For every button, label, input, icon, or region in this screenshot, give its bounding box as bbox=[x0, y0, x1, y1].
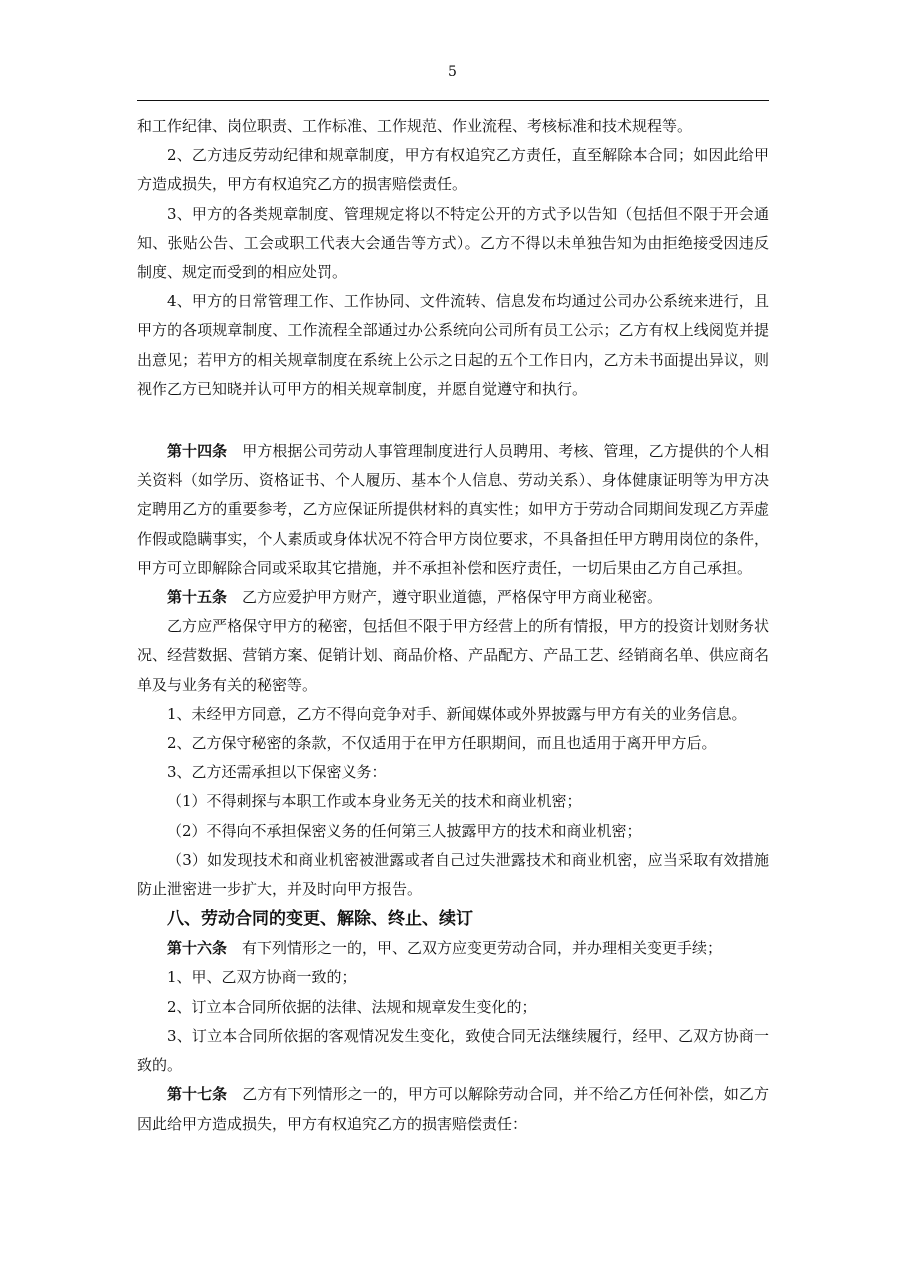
header-rule bbox=[137, 100, 769, 101]
paragraph: 2、订立本合同所依据的法律、法规和规章发生变化的； bbox=[167, 997, 537, 1016]
article-label: 第十六条 bbox=[167, 939, 228, 958]
article-label: 第十七条 bbox=[167, 1085, 228, 1104]
article-text: 乙方有下列情形之一的，甲方可以解除劳动合同，并不给乙方任何补偿，如乙方因此给甲方造成损失，甲方有权追究乙方的损害赔偿责任： bbox=[137, 1085, 769, 1133]
paragraph: 2、乙方违反劳动纪律和规章制度，甲方有权追究乙方责任，直至解除本合同；如因此给甲方造成损失，甲方有权追究乙方的损害赔偿责任。 bbox=[137, 146, 769, 194]
article-paragraph bbox=[137, 583, 769, 612]
paragraph: 4、甲方的日常管理工作、工作协同、文件流转、信息发布均通过公司办公系统来进行，且甲方的各项规章制度、工作流程全部通过办公系统向公司所有员工公示；乙方有权上线阅览并提出意见；若甲方的相关规章制度在系统上公示之日起的五个工作日内，乙方未书面提出异议，则视作乙方已知晓并认可甲方的相关规章制度，并愿自觉遵守和执行。 bbox=[137, 292, 769, 398]
paragraph: 和工作纪律、岗位职责、工作标准、工作规范、作业流程、考核标准和技术规程等。 bbox=[137, 117, 693, 135]
paragraph: 1、甲、乙双方协商一致的； bbox=[167, 968, 357, 987]
article-paragraph bbox=[137, 934, 769, 963]
section-heading: 八、劳动合同的变更、解除、终止、续订 bbox=[167, 909, 473, 930]
paragraph: 乙方应严格保守甲方的秘密，包括但不限于甲方经营上的所有情报，甲方的投资计划财务状况、经营数据、营销方案、促销计划、商品价格、产品配方、产品工艺、经销商名单、供应商名单及与业务有关的秘密等。 bbox=[137, 617, 769, 694]
article-label: 第十五条 bbox=[167, 588, 228, 607]
document-body bbox=[137, 112, 769, 1139]
paragraph: 1、未经甲方同意，乙方不得向竞争对手、新闻媒体或外界披露与甲方有关的业务信息。 bbox=[167, 704, 747, 723]
article-label: 第十四条 bbox=[167, 442, 228, 461]
article-text: 乙方应爱护甲方财产，遵守职业道德，严格保守甲方商业秘密。 bbox=[242, 588, 663, 607]
paragraph: （3）如发现技术和商业机密被泄露或者自己过失泄露技术和商业机密，应当采取有效措施防止泄密进一步扩大，并及时向甲方报告。 bbox=[137, 850, 769, 899]
article-text: 甲方根据公司劳动人事管理制度进行人员聘用、考核、管理，乙方提供的个人相关资料（如学历、资格证书、个人履历、基本个人信息、劳动关系）、身体健康证明等为甲方决定聘用乙方的重要参考，乙方应保证所提供材料的真实性；如甲方于劳动合同期间发现乙方弄虚作假或隐瞒事实，个人素质或身体状况不符合甲方岗位要求，不具备担任甲方聘用岗位的条件，甲方可立即解除合同或采取其它措施，并不承担补偿和医疗责任，一切后果由乙方自己承担。 bbox=[137, 442, 769, 577]
paragraph: （2）不得向不承担保密义务的任何第三人披露甲方的技术和商业机密； bbox=[167, 821, 642, 840]
paragraph: 3、乙方还需承担以下保密义务： bbox=[167, 763, 387, 782]
paragraph: 3、甲方的各类规章制度、管理规定将以不特定公开的方式予以告知（包括但不限于开会通知、张贴公告、工会或职工代表大会通告等方式）。乙方不得以未单独告知为由拒绝接受因违反制度、规定而受到的相应处罚。 bbox=[137, 204, 769, 282]
paragraph: 3、订立本合同所依据的客观情况发生变化，致使合同无法继续履行，经甲、乙双方协商一致的。 bbox=[137, 1026, 769, 1075]
page-number: 5 bbox=[448, 64, 457, 80]
article-text: 有下列情形之一的，甲、乙双方应变更劳动合同，并办理相关变更手续； bbox=[242, 939, 723, 958]
paragraph-gap bbox=[137, 404, 769, 437]
article-paragraph bbox=[137, 1080, 769, 1138]
paragraph: （1）不得刺探与本职工作或本身业务无关的技术和商业机密； bbox=[167, 792, 582, 811]
paragraph: 2、乙方保守秘密的条款，不仅适用于在甲方任职期间，而且也适用于离开甲方后。 bbox=[167, 734, 717, 753]
article-paragraph bbox=[137, 437, 769, 583]
